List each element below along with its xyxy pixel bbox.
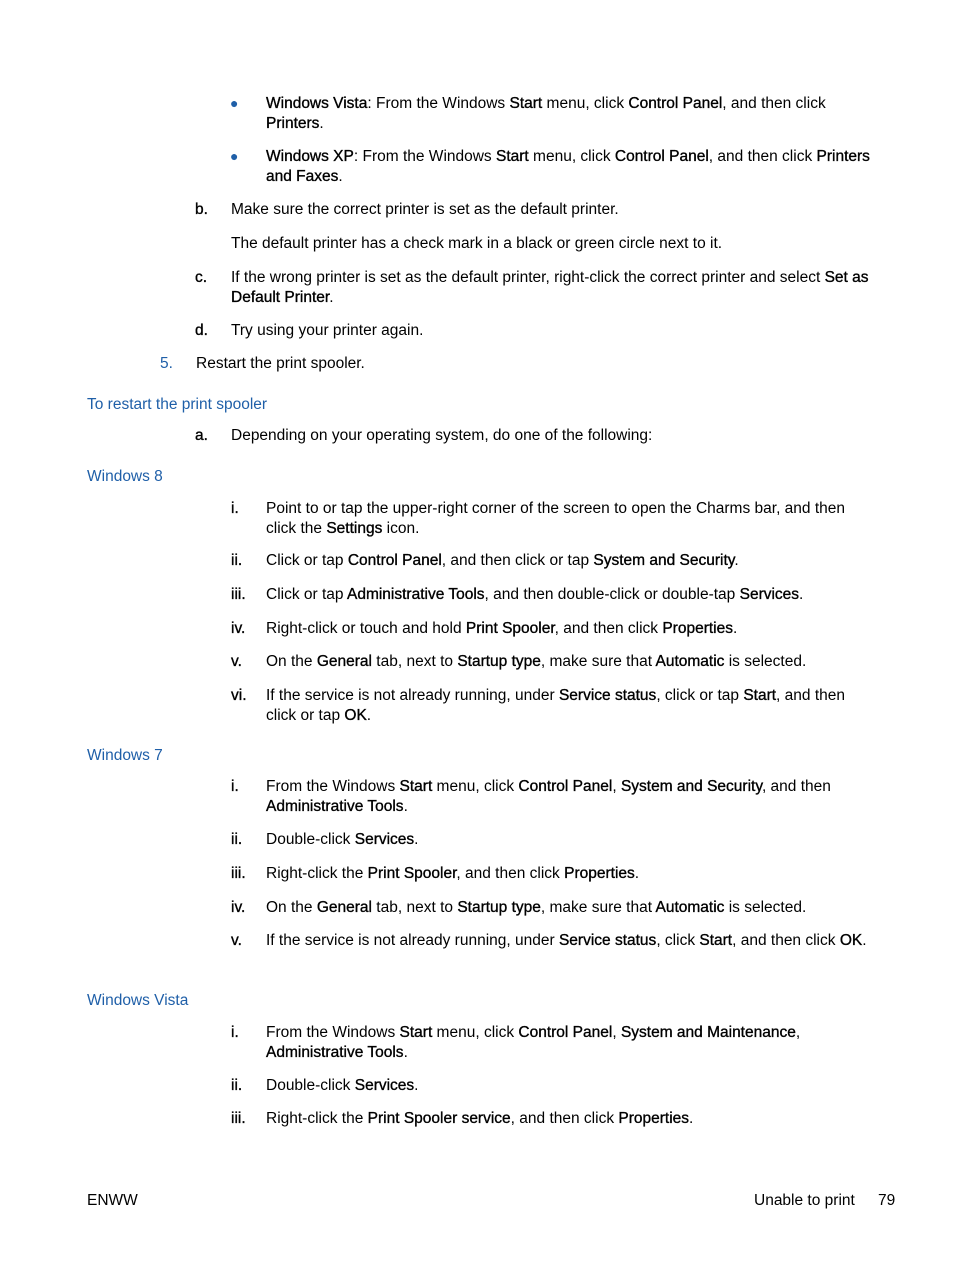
- substep-marker: i.: [231, 778, 239, 795]
- ui-term: Services: [354, 1077, 415, 1094]
- step-text: Make sure the correct printer is set as the default printer.: [231, 201, 619, 218]
- ui-term: Administrative Tools: [266, 797, 404, 815]
- ui-term: Start: [496, 148, 529, 165]
- substep-text: Click or tap Control Panel, and then click or tap System and Security.: [266, 552, 739, 569]
- section-heading-windows-8: Windows 8: [87, 468, 163, 485]
- footer-section-title: Unable to print: [754, 1192, 855, 1209]
- step-marker: a.: [195, 427, 208, 444]
- ui-term: General: [316, 899, 372, 916]
- substep-text: On the General tab, next to Startup type, make sure that Automatic is selected.: [266, 653, 807, 670]
- substep-text: Point to or tap the upper-right corner of the screen to open the Charms bar, and then click the Settings icon.: [266, 500, 846, 537]
- ui-term: Control Panel: [614, 148, 709, 165]
- footer-left: ENWW: [87, 1192, 138, 1209]
- substep-marker: i.: [231, 1024, 239, 1041]
- step-note: The default printer has a check mark in a black or green circle next to it.: [231, 235, 723, 252]
- step-text: Depending on your operating system, do one of the following:: [231, 427, 653, 444]
- substep-marker: iv.: [231, 620, 246, 637]
- substep-text: From the Windows Start menu, click Control Panel, System and Maintenance, Administrative Tools.: [266, 1024, 801, 1061]
- substep-text: If the service is not already running, under Service status, click Start, and then click OK.: [266, 932, 867, 949]
- substep-text: Double-click Services.: [266, 1077, 419, 1094]
- bullet-item-windows-vista: Windows Vista: From the Windows Start menu, click Control Panel, and then click Printers.: [266, 95, 826, 132]
- ui-term: Start: [699, 932, 733, 949]
- ui-term: Service status: [558, 687, 657, 704]
- ui-term: Print Spooler service: [367, 1110, 511, 1127]
- step-text: Restart the print spooler.: [196, 355, 365, 372]
- ui-term: Printers: [266, 114, 320, 132]
- substep-marker: iii.: [231, 865, 246, 882]
- section-heading: To restart the print spooler: [87, 396, 268, 413]
- step-marker: b.: [195, 201, 208, 218]
- ui-term: Settings: [326, 519, 383, 537]
- bullet-icon: ●: [230, 95, 239, 111]
- ui-term: Start: [743, 687, 777, 704]
- step-text: If the wrong printer is set as the default printer, right-click the correct printer and select Set as Default Printer.: [231, 269, 869, 306]
- ui-term: System and Security: [593, 552, 735, 569]
- ui-term: Set as Default Printer: [231, 269, 869, 306]
- ui-term: Properties: [618, 1110, 690, 1127]
- ui-term: Properties: [564, 865, 635, 882]
- ui-term: Services: [354, 831, 415, 848]
- ui-term: Control Panel: [347, 552, 442, 569]
- ui-term: Print Spooler: [367, 865, 457, 882]
- substep-marker: ii.: [231, 552, 243, 569]
- ui-term: Printers and Faxes: [266, 148, 870, 185]
- ui-term: Start: [399, 778, 433, 795]
- bullet-icon: ●: [230, 148, 239, 164]
- ui-term: Administrative Tools: [266, 1043, 404, 1061]
- step-number: 5.: [160, 355, 173, 372]
- ui-term: System and Security: [620, 778, 762, 795]
- section-heading-windows-7: Windows 7: [87, 747, 163, 764]
- substep-marker: ii.: [231, 1077, 243, 1094]
- section-heading-windows-vista: Windows Vista: [87, 992, 189, 1009]
- ui-term: Automatic: [655, 899, 725, 916]
- ui-term: Properties: [662, 620, 733, 637]
- substep-marker: vi.: [231, 687, 247, 704]
- substep-text: Right-click the Print Spooler, and then click Properties.: [266, 865, 640, 882]
- ui-term: Automatic: [655, 653, 725, 670]
- page-number: 79: [878, 1192, 896, 1209]
- substep-marker: v.: [231, 932, 242, 949]
- ui-term: Administrative Tools: [346, 586, 485, 603]
- substep-marker: iv.: [231, 899, 246, 916]
- ui-term: OK: [839, 932, 863, 949]
- ui-term: Services: [739, 586, 800, 603]
- ui-term: Control Panel: [518, 778, 613, 795]
- ui-term: Start: [399, 1024, 433, 1041]
- ui-term: Control Panel: [518, 1024, 613, 1041]
- substep-text: If the service is not already running, under Service status, click or tap Start, and then click or tap OK.: [266, 687, 845, 724]
- bullet-item-windows-xp: Windows XP: From the Windows Start menu, click Control Panel, and then click Printers and Faxes.: [266, 148, 870, 185]
- substep-marker: iii.: [231, 1110, 246, 1127]
- step-marker: d.: [195, 322, 208, 339]
- ui-term: Start: [509, 95, 543, 112]
- step-text: Try using your printer again.: [231, 322, 424, 339]
- substep-marker: i.: [231, 500, 239, 517]
- ui-term: Startup type: [457, 653, 541, 670]
- substep-text: Right-click the Print Spooler service, and then click Properties.: [266, 1110, 694, 1127]
- ui-term: Service status: [558, 932, 657, 949]
- substep-text: Click or tap Administrative Tools, and then double-click or double-tap Services.: [266, 586, 804, 603]
- substep-text: Double-click Services.: [266, 831, 419, 848]
- substep-marker: iii.: [231, 586, 246, 603]
- substep-marker: v.: [231, 653, 242, 670]
- ui-term: OK: [344, 706, 367, 724]
- ui-term: Control Panel: [628, 95, 723, 112]
- ui-term: Startup type: [457, 899, 541, 916]
- substep-text: On the General tab, next to Startup type, make sure that Automatic is selected.: [266, 899, 807, 916]
- ui-term: Print Spooler: [465, 620, 555, 637]
- ui-term: Windows XP: [266, 148, 354, 165]
- substep-marker: ii.: [231, 831, 243, 848]
- ui-term: System and Maintenance: [620, 1024, 796, 1041]
- ui-term: General: [316, 653, 372, 670]
- ui-term: Windows Vista: [266, 95, 368, 112]
- step-marker: c.: [195, 269, 208, 286]
- substep-text: Right-click or touch and hold Print Spooler, and then click Properties.: [266, 620, 738, 637]
- substep-text: From the Windows Start menu, click Control Panel, System and Security, and then Administrative Tools.: [266, 778, 831, 815]
